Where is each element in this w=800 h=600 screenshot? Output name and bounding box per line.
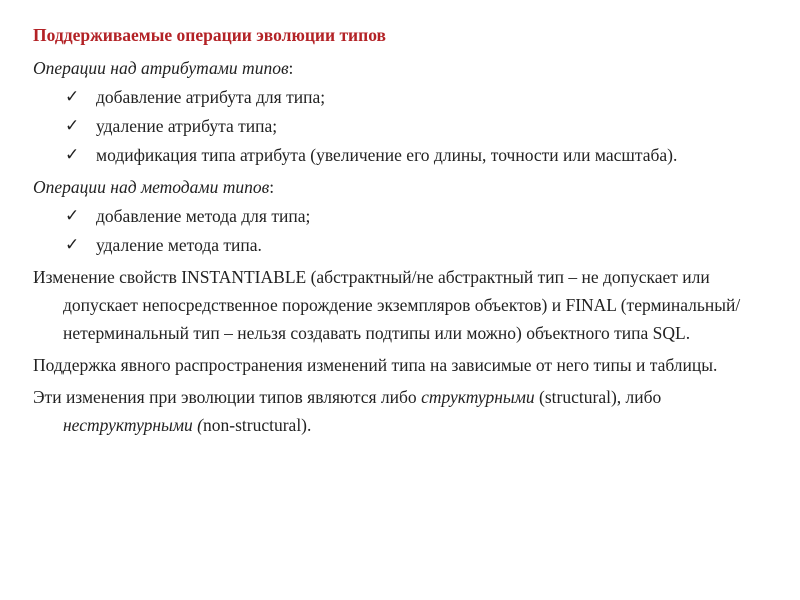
methods-heading-text: Операции над методами типов	[33, 177, 270, 197]
list-item-text: удаление атрибута типа;	[96, 116, 278, 136]
paragraph-structural-text-1: Эти изменения при эволюции типов являются либо	[33, 387, 422, 407]
attributes-list	[33, 83, 773, 169]
attributes-heading	[33, 54, 773, 82]
paragraph-instantiable-final: Изменение свойств INSTANTIABLE (абстрактный/не абстрактный тип – не допускает или допускает непосредственное порождение экземпляров объектов) и FINAL (терминальный/нетерминальный тип – нельзя создавать подтипы или можно) объектного типа SQL.	[33, 267, 741, 343]
check-mark-icon: ✓	[65, 145, 80, 165]
check-mark-icon: ✓	[65, 206, 80, 226]
methods-list	[33, 202, 773, 259]
list-item-text: добавление метода для типа;	[96, 206, 311, 226]
paragraph-structural-italic-2: неструктурными (	[63, 415, 204, 435]
check-mark-icon: ✓	[65, 116, 80, 136]
paragraph-structural-italic-1: структурными	[421, 387, 535, 407]
list-item	[33, 231, 773, 259]
paragraph-structural-text-2: (structural), либо	[534, 387, 662, 407]
check-mark-icon: ✓	[65, 235, 80, 255]
paragraph-structural	[33, 383, 773, 439]
list-item	[33, 112, 773, 140]
methods-heading	[33, 173, 773, 201]
attributes-heading-text: Операции над атрибутами типов	[33, 58, 289, 78]
slide-content	[33, 54, 773, 443]
methods-heading-colon: :	[269, 177, 275, 197]
paragraph-propagation: Поддержка явного распространения изменений типа на зависимые от него типы и таблицы.	[33, 355, 718, 375]
list-item-text: удаление метода типа.	[96, 235, 262, 255]
list-item	[33, 141, 773, 169]
list-item	[33, 202, 773, 230]
list-item	[33, 83, 773, 111]
slide-title: Поддерживаемые операции эволюции типов	[33, 25, 386, 45]
check-mark-icon: ✓	[65, 87, 80, 107]
paragraph-structural-text-3: non-structural).	[203, 415, 312, 435]
list-item-text: добавление атрибута для типа;	[96, 87, 326, 107]
list-item-text: модификация типа атрибута (увеличение его длины, точности или масштаба).	[96, 145, 678, 165]
attributes-heading-colon: :	[288, 58, 294, 78]
